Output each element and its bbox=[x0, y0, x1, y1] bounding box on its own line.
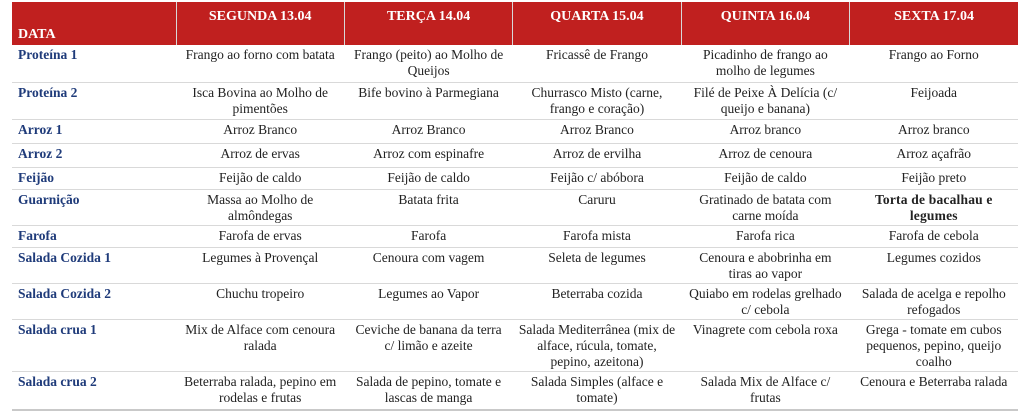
menu-cell-wednesday: Arroz Branco bbox=[513, 119, 681, 143]
menu-cell-friday: Cenoura e Beterraba ralada bbox=[850, 371, 1018, 410]
menu-cell-monday: Isca Bovina ao Molho de pimentões bbox=[176, 82, 344, 119]
menu-cell-friday: Feijão preto bbox=[850, 167, 1018, 189]
menu-cell-thursday: Salada Mix de Alface c/ frutas bbox=[681, 371, 849, 410]
row-label: Guarnição bbox=[12, 189, 176, 225]
menu-cell-thursday: Feijão de caldo bbox=[681, 167, 849, 189]
table-row bbox=[12, 225, 1018, 247]
menu-cell-friday: Legumes cozidos bbox=[850, 247, 1018, 283]
menu-cell-monday: Mix de Alface com cenoura ralada bbox=[176, 319, 344, 371]
menu-cell-wednesday: Seleta de legumes bbox=[513, 247, 681, 283]
table-row bbox=[12, 189, 1018, 225]
menu-cell-monday: Farofa de ervas bbox=[176, 225, 344, 247]
menu-cell-friday: Feijoada bbox=[850, 82, 1018, 119]
menu-cell-wednesday: Churrasco Misto (carne, frango e coração) bbox=[513, 82, 681, 119]
menu-cell-thursday: Filé de Peixe À Delícia (c/ queijo e banana) bbox=[681, 82, 849, 119]
menu-cell-tuesday: Salada de pepino, tomate e lascas de manga bbox=[344, 371, 512, 410]
header-row bbox=[12, 2, 1018, 45]
menu-cell-wednesday: Caruru bbox=[513, 189, 681, 225]
menu-cell-friday: Arroz açafrão bbox=[850, 143, 1018, 167]
menu-cell-friday: Salada de acelga e repolho refogados bbox=[850, 283, 1018, 319]
table-row bbox=[12, 371, 1018, 410]
table-row bbox=[12, 119, 1018, 143]
menu-cell-tuesday: Arroz Branco bbox=[344, 119, 512, 143]
menu-cell-thursday: Arroz de cenoura bbox=[681, 143, 849, 167]
menu-cell-wednesday: Salada Simples (alface e tomate) bbox=[513, 371, 681, 410]
menu-cell-tuesday: Arroz com espinafre bbox=[344, 143, 512, 167]
row-label: Salada Cozida 1 bbox=[12, 247, 176, 283]
row-label: Proteína 1 bbox=[18, 47, 78, 62]
menu-cell-friday: Torta de bacalhau e legumes bbox=[850, 189, 1018, 225]
menu-cell-wednesday: Farofa mista bbox=[513, 225, 681, 247]
menu-cell-friday: Arroz branco bbox=[850, 119, 1018, 143]
menu-cell-monday: Frango ao forno com batata bbox=[185, 47, 335, 62]
header-day-tuesday: TERÇA 14.04 bbox=[344, 2, 512, 45]
menu-cell-thursday: Quiabo em rodelas grelhado c/ cebola bbox=[681, 283, 849, 319]
menu-cell-wednesday: Arroz de ervilha bbox=[513, 143, 681, 167]
row-label: Salada crua 2 bbox=[12, 371, 176, 410]
table-row bbox=[12, 45, 1018, 82]
row-label: Salada crua 1 bbox=[12, 319, 176, 371]
menu-cell-thursday: Gratinado de batata com carne moída bbox=[681, 189, 849, 225]
menu-cell-monday: Legumes à Provençal bbox=[176, 247, 344, 283]
menu-cell-tuesday: Batata frita bbox=[344, 189, 512, 225]
menu-cell-monday: Chuchu tropeiro bbox=[176, 283, 344, 319]
table-row bbox=[12, 319, 1018, 371]
menu-cell-thursday: Cenoura e abobrinha em tiras ao vapor bbox=[681, 247, 849, 283]
row-label: Farofa bbox=[12, 225, 176, 247]
menu-cell-tuesday: Ceviche de banana da terra c/ limão e azeite bbox=[344, 319, 512, 371]
table-row bbox=[12, 247, 1018, 283]
menu-cell-tuesday: Bife bovino à Parmegiana bbox=[344, 82, 512, 119]
menu-cell-tuesday: Frango (peito) ao Molho de Queijos bbox=[353, 47, 504, 78]
table-row bbox=[12, 283, 1018, 319]
table-header bbox=[12, 2, 1018, 45]
menu-cell-monday: Feijão de caldo bbox=[176, 167, 344, 189]
menu-cell-thursday: Picadinho de frango ao molho de legumes bbox=[702, 47, 828, 78]
menu-cell-wednesday: Feijão c/ abóbora bbox=[513, 167, 681, 189]
menu-cell-friday: Farofa de cebola bbox=[850, 225, 1018, 247]
table-row bbox=[12, 143, 1018, 167]
row-label: Arroz 2 bbox=[12, 143, 176, 167]
menu-cell-monday: Arroz Branco bbox=[176, 119, 344, 143]
menu-cell-friday: Grega - tomate em cubos pequenos, pepino, queijo coalho bbox=[850, 319, 1018, 371]
menu-cell-tuesday: Legumes ao Vapor bbox=[344, 283, 512, 319]
header-day-thursday: QUINTA 16.04 bbox=[681, 2, 849, 45]
header-day-wednesday: QUARTA 15.04 bbox=[513, 2, 681, 45]
menu-cell-thursday: Farofa rica bbox=[681, 225, 849, 247]
header-day-monday: SEGUNDA 13.04 bbox=[176, 2, 344, 45]
menu-cell-tuesday: Cenoura com vagem bbox=[344, 247, 512, 283]
table-row bbox=[12, 167, 1018, 189]
menu-cell-friday: Frango ao Forno bbox=[888, 47, 979, 62]
table-body bbox=[12, 45, 1018, 410]
menu-cell-monday: Beterraba ralada, pepino em rodelas e frutas bbox=[176, 371, 344, 410]
row-label: Arroz 1 bbox=[12, 119, 176, 143]
menu-table bbox=[12, 2, 1018, 411]
menu-cell-wednesday: Fricassê de Frango bbox=[545, 47, 648, 62]
header-data-label: DATA bbox=[12, 2, 176, 45]
row-label: Salada Cozida 2 bbox=[12, 283, 176, 319]
header-day-friday: SEXTA 17.04 bbox=[894, 9, 974, 24]
menu-cell-monday: Massa ao Molho de almôndegas bbox=[176, 189, 344, 225]
table-row bbox=[12, 82, 1018, 119]
row-label: Proteína 2 bbox=[12, 82, 176, 119]
menu-cell-thursday: Vinagrete com cebola roxa bbox=[681, 319, 849, 371]
menu-cell-wednesday: Salada Mediterrânea (mix de alface, rúcula, tomate, pepino, azeitona) bbox=[513, 319, 681, 371]
menu-cell-tuesday: Feijão de caldo bbox=[344, 167, 512, 189]
menu-cell-wednesday: Beterraba cozida bbox=[513, 283, 681, 319]
row-label: Feijão bbox=[12, 167, 176, 189]
menu-cell-thursday: Arroz branco bbox=[681, 119, 849, 143]
menu-cell-monday: Arroz de ervas bbox=[176, 143, 344, 167]
menu-cell-tuesday: Farofa bbox=[344, 225, 512, 247]
